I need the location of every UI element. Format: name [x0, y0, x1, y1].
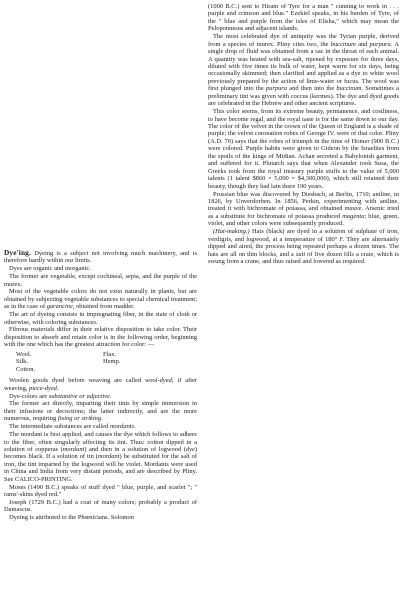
paragraph: The former act directly, imparting their tints by simple immersion in their infusions or decoctions; the latter indirectly, and are the more numerous, requiring fixing or striking. — [4, 400, 197, 423]
entry-headword: Dye'ing. — [4, 248, 31, 257]
fiber-cell: Cotton. — [16, 365, 36, 373]
paragraph: Joseph (1729 B.C.) had a coat of many colors; probably a product of Damascus. — [4, 498, 197, 514]
paragraph: Most of the vegetable colors do not exist naturally in plants, but are obtained by subjecting vegetable substances to special chemical treatment; as in the case of garancine, obtained from madder. — [4, 288, 197, 311]
fiber-order-table — [16, 351, 197, 374]
paragraph: Dye-colors are substantive or adjective. — [9, 392, 112, 400]
paragraph: The intermediate substances are called mordants. — [9, 423, 136, 431]
paragraph: Moses (1490 B.C.) speaks of stuff dyed " blue, purple, and scarlet "; " rams'-skins dyed red." — [4, 483, 197, 499]
paragraph: (Hat-making.) Hats (black) are dyed in a solution of sulphate of iron, verdigris, and logwood, at a temperature of 180° F. They are alternately dipped and aired, the process being repeated perhaps a dozen times. The hats are all on thin blocks, and a suit of five dozen fills a crate, which is swung from a crane, and thus raised and lowered as required. — [208, 228, 399, 265]
paragraph: Dyeing is attributed to the Phœnicians. Solomon — [9, 514, 134, 522]
fiber-cell: Wool. — [16, 350, 32, 358]
right-column — [208, 3, 399, 266]
paragraph: Woolen goods dyed before weaving are called wool-dyed; if after weaving, piece-dyed. — [4, 377, 198, 392]
paragraph: (1000 B.C.) sent to Hiram of Tyre for a man " cunning to work in . . . purple and crimson and blue." Ezekiel speaks, in his burden of Tyre, of the " blue and purple from the isles of Elisha," which may mean the Peloponnesus and adjacent islands. — [208, 3, 399, 33]
paragraph: The art of dyeing consists in impregnating fiber, in the state of cloth or otherwise, with coloring substances. — [4, 311, 197, 326]
left-column — [4, 249, 197, 522]
paragraph: Fibrous materials differ in their relative disposition to take color. Their disposition to absorb and retain color is in the following order, beginning with the one which has the greatest attraction for color: — — [4, 326, 197, 349]
fiber-cell: Silk. — [16, 358, 28, 366]
entry-dyeing-intro: Dye'ing. Dyeing is a subject not involving much machinery, and is therefore hardly within our limits. — [4, 248, 198, 265]
fiber-cell: Flax. — [103, 350, 117, 358]
paragraph: The most celebrated dye of antiquity was the Tyrian purple, derived from a species of murex. Pliny cites two, the buccinum and purpura. A single drop of fluid was obtained from a sac in the throat of each animal. A quantity was heated with sea-salt, ripened by exposure for three days, diluted with five times its bulk of water, kept warm for six days, being occasionally skimmed; then clarified and applied as a dye to white wool previously prepared by the action of lime-water or fucus. The wool was first plunged into the purpura and then into the buccinum. Sometimes a preliminary tint was given with coccus (kermes). The dye and dyed goods are celebrated in the Hebrew and other ancient scriptures. — [208, 33, 399, 108]
fiber-cell: Hemp. — [103, 358, 121, 366]
paragraph: Prussian blue was discovered by Diesbach, at Berlin, 1710; aniline, in 1826, by Unverdorben. In 1856, Perkin, experimenting with aniline, treated it with bichromate of potassa, and obtained mauve. Arsenic tried as a substitute for bichromate of potassa produced magenta; blue, green, violet, and other colors were subsequently produced. — [208, 190, 400, 228]
paragraph: The mordant is first applied, and causes the dye which follows to adhere to the fiber, often singularly affecting its tint. Thus: cotton dipped in a solution of copperas (mordant) and then in a solution of logwood (dye) becomes black. If a solution of tin (mordant) be substituted for the salt of iron, the tint imparted by the logwood will be violet. Mordants were used in China and India from very distant periods, and are described by Pliny. See CALICO-PRINTING. — [4, 431, 198, 483]
paragraph: This color seems, from its extreme beauty, permanence, and costliness, to have become regal, and the royal taste is for the same down to our day. The color of the velvet in the crown of the Queen of England is a shade of purple; the velvet coronation robes of George IV. were of that color. Pliny (A.D. 70) says that the robes of triumph in the time of Homer (900 B.C.) were colored. Purple habits were given to Gideon by the Israelites from the spoils of the kings of Midian. Achan secreted a Babylonish garment, and suffered for it. Plutarch says that when Alexander took Susa, the Greeks took from the royal treasury purple stuffs to the value of 5,000 talents (1 talent $860 × 5,000 = $4,300,000), which still retained their beauty, though they had lain there 190 years. — [208, 108, 399, 190]
paragraph: The former are vegetable, except cochineal, sepia, and the purple of the murex. — [4, 273, 197, 288]
fiber-cell — [103, 366, 163, 374]
paragraph: Dyes are organic and inorganic. — [9, 265, 91, 273]
